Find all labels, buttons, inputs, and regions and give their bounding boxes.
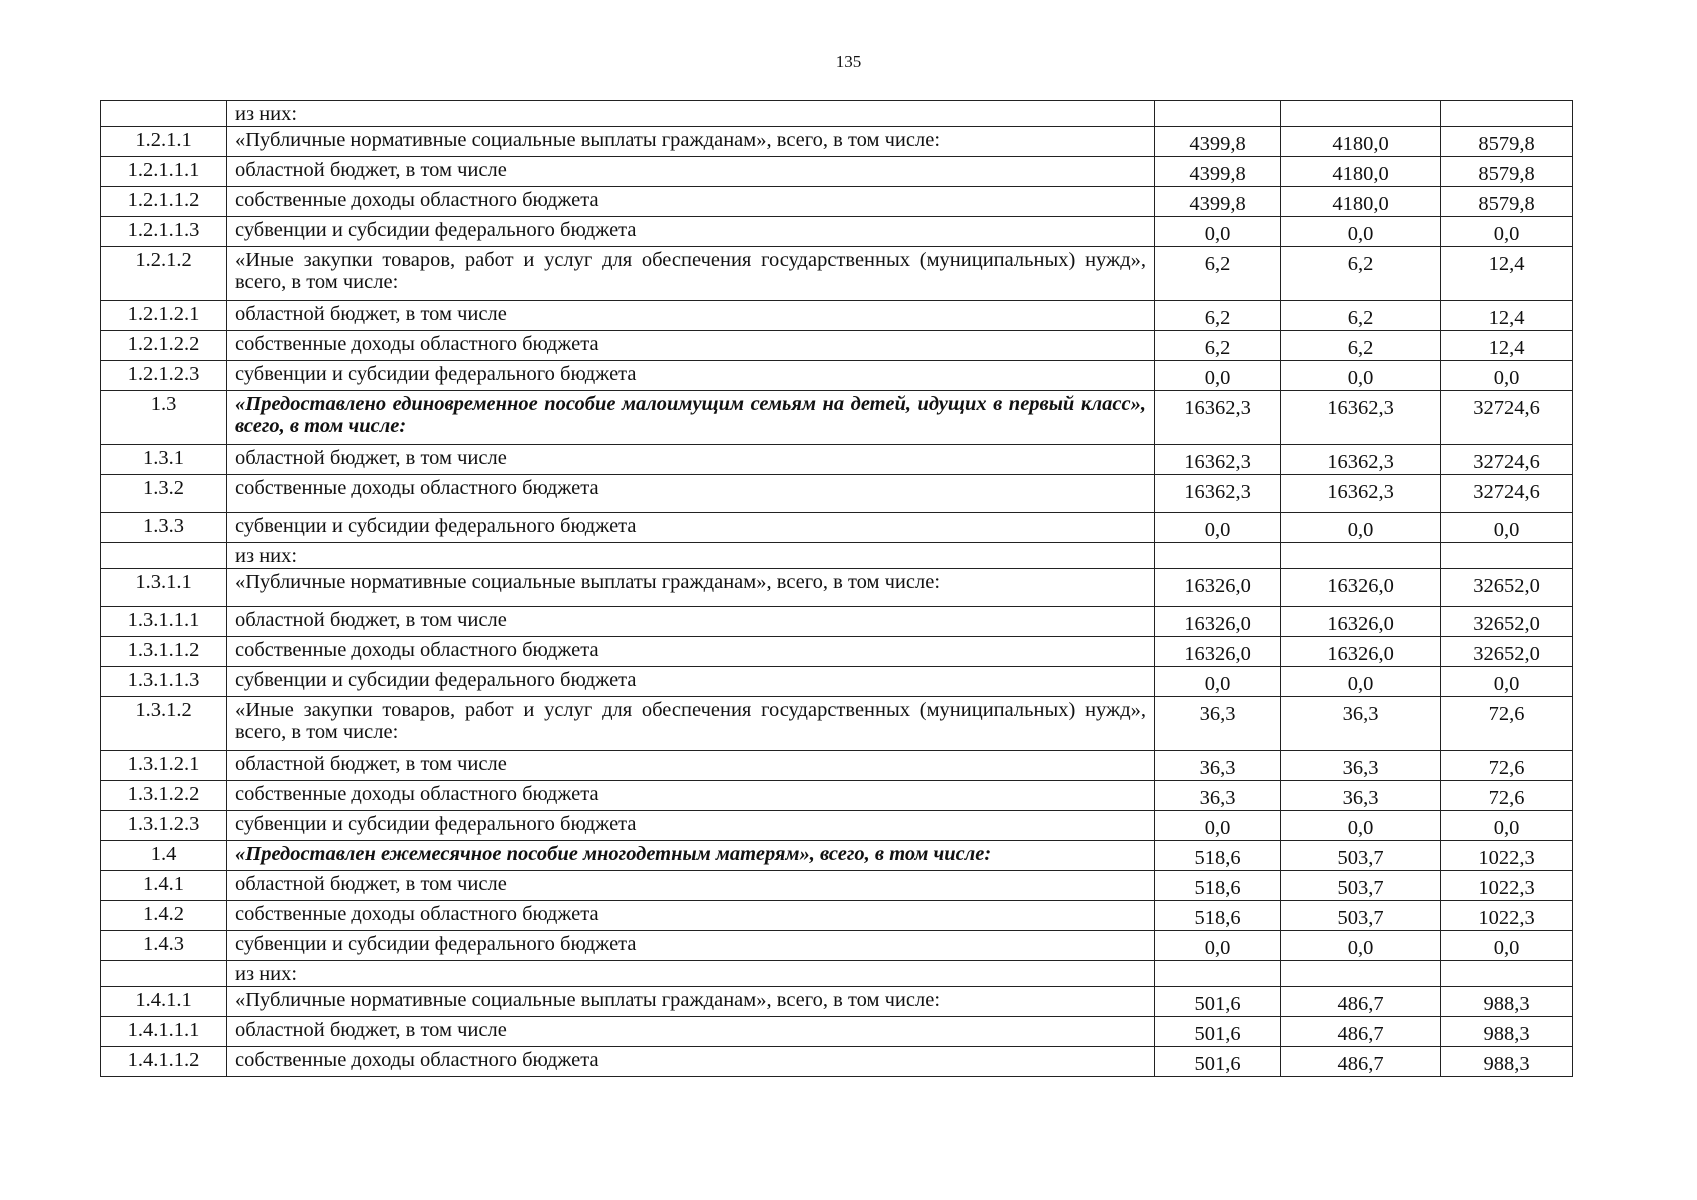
row-name: областной бюджет, в том числе [227, 301, 1155, 331]
row-name: областной бюджет, в том числе [227, 1017, 1155, 1047]
row-value-2: 0,0 [1281, 361, 1441, 391]
table-row [101, 301, 1573, 331]
row-value-3 [1441, 543, 1573, 569]
row-value-1: 6,2 [1155, 301, 1281, 331]
row-code: 1.3.1.2.2 [101, 781, 227, 811]
table-row [101, 1047, 1573, 1077]
row-value-3: 8579,8 [1441, 157, 1573, 187]
row-value-3: 0,0 [1441, 667, 1573, 697]
row-value-2: 486,7 [1281, 1017, 1441, 1047]
row-value-3: 12,4 [1441, 301, 1573, 331]
row-code: 1.4.3 [101, 931, 227, 961]
row-value-2: 16326,0 [1281, 637, 1441, 667]
row-value-3: 8579,8 [1441, 187, 1573, 217]
row-name: собственные доходы областного бюджета [227, 637, 1155, 667]
row-value-1: 518,6 [1155, 901, 1281, 931]
table-row [101, 751, 1573, 781]
row-value-1 [1155, 101, 1281, 127]
table-row [101, 247, 1573, 301]
row-code [101, 101, 227, 127]
row-name: субвенции и субсидии федерального бюджета [227, 361, 1155, 391]
row-name: «Предоставлено единовременное пособие малоимущим семьям на детей, идущих в первый класс», всего, в том числе: [227, 391, 1155, 445]
table-row [101, 157, 1573, 187]
row-value-2: 503,7 [1281, 871, 1441, 901]
table-row [101, 569, 1573, 607]
row-name: собственные доходы областного бюджета [227, 781, 1155, 811]
table-row [101, 361, 1573, 391]
row-value-2: 36,3 [1281, 781, 1441, 811]
row-value-3: 988,3 [1441, 987, 1573, 1017]
row-value-1: 0,0 [1155, 811, 1281, 841]
row-value-2: 503,7 [1281, 901, 1441, 931]
table-row [101, 667, 1573, 697]
row-value-3: 32724,6 [1441, 391, 1573, 445]
row-value-2: 4180,0 [1281, 127, 1441, 157]
row-name: из них: [227, 961, 1155, 987]
row-value-1: 16362,3 [1155, 445, 1281, 475]
row-value-3: 988,3 [1441, 1017, 1573, 1047]
table-row [101, 607, 1573, 637]
row-value-1: 16326,0 [1155, 637, 1281, 667]
row-value-2 [1281, 961, 1441, 987]
table-row [101, 781, 1573, 811]
row-name: «Предоставлен ежемесячное пособие многодетным матерям», всего, в том числе: [227, 841, 1155, 871]
row-value-1: 36,3 [1155, 781, 1281, 811]
page-number: 135 [835, 52, 862, 71]
row-value-3: 0,0 [1441, 217, 1573, 247]
row-value-2: 486,7 [1281, 1047, 1441, 1077]
row-code: 1.2.1.2 [101, 247, 227, 301]
row-code: 1.2.1.1.2 [101, 187, 227, 217]
row-value-2: 16362,3 [1281, 391, 1441, 445]
table-row [101, 475, 1573, 513]
table-row [101, 331, 1573, 361]
row-code: 1.4.1 [101, 871, 227, 901]
row-code: 1.4.2 [101, 901, 227, 931]
table-row [101, 841, 1573, 871]
table-row [101, 187, 1573, 217]
row-value-2: 0,0 [1281, 931, 1441, 961]
table-row [101, 871, 1573, 901]
row-value-1: 36,3 [1155, 751, 1281, 781]
table-row [101, 697, 1573, 751]
row-value-3: 72,6 [1441, 781, 1573, 811]
row-value-1: 4399,8 [1155, 187, 1281, 217]
row-value-2: 16362,3 [1281, 475, 1441, 513]
row-code: 1.2.1.1.1 [101, 157, 227, 187]
table-row [101, 445, 1573, 475]
row-code: 1.2.1.2.1 [101, 301, 227, 331]
table-row [101, 1017, 1573, 1047]
row-value-2: 0,0 [1281, 811, 1441, 841]
row-value-3: 0,0 [1441, 931, 1573, 961]
row-name: областной бюджет, в том числе [227, 607, 1155, 637]
row-code: 1.3.1.2.1 [101, 751, 227, 781]
row-name: областной бюджет, в том числе [227, 157, 1155, 187]
budget-table [100, 100, 1573, 1077]
row-value-3: 72,6 [1441, 751, 1573, 781]
row-name: собственные доходы областного бюджета [227, 901, 1155, 931]
row-value-3 [1441, 101, 1573, 127]
row-value-2 [1281, 101, 1441, 127]
row-name: областной бюджет, в том числе [227, 751, 1155, 781]
row-code: 1.4.1.1.1 [101, 1017, 227, 1047]
row-value-1: 501,6 [1155, 1017, 1281, 1047]
table-row [101, 811, 1573, 841]
row-value-3: 1022,3 [1441, 901, 1573, 931]
row-value-2: 0,0 [1281, 513, 1441, 543]
row-value-3: 32652,0 [1441, 607, 1573, 637]
row-code [101, 543, 227, 569]
row-value-2: 486,7 [1281, 987, 1441, 1017]
row-code: 1.3.1.1 [101, 569, 227, 607]
row-value-1: 16326,0 [1155, 569, 1281, 607]
row-value-2: 6,2 [1281, 331, 1441, 361]
row-code: 1.3.1.1.1 [101, 607, 227, 637]
table-row [101, 513, 1573, 543]
table-row [101, 543, 1573, 569]
row-value-2: 16326,0 [1281, 569, 1441, 607]
row-value-3: 32724,6 [1441, 445, 1573, 475]
row-code: 1.3.1.1.2 [101, 637, 227, 667]
row-name: субвенции и субсидии федерального бюджета [227, 931, 1155, 961]
row-value-1: 6,2 [1155, 247, 1281, 301]
row-name: субвенции и субсидии федерального бюджета [227, 811, 1155, 841]
row-value-1 [1155, 961, 1281, 987]
row-value-3: 32652,0 [1441, 637, 1573, 667]
row-value-2: 16362,3 [1281, 445, 1441, 475]
table-row [101, 217, 1573, 247]
row-value-2: 0,0 [1281, 217, 1441, 247]
row-name: собственные доходы областного бюджета [227, 475, 1155, 513]
row-value-2: 16326,0 [1281, 607, 1441, 637]
table-row [101, 391, 1573, 445]
row-code: 1.4 [101, 841, 227, 871]
row-value-1 [1155, 543, 1281, 569]
row-value-3: 12,4 [1441, 247, 1573, 301]
row-code: 1.4.1.1 [101, 987, 227, 1017]
row-value-1: 0,0 [1155, 931, 1281, 961]
row-value-3 [1441, 961, 1573, 987]
row-value-1: 4399,8 [1155, 157, 1281, 187]
row-value-2: 6,2 [1281, 247, 1441, 301]
row-value-3: 988,3 [1441, 1047, 1573, 1077]
row-code: 1.2.1.1 [101, 127, 227, 157]
row-code: 1.3.1.1.3 [101, 667, 227, 697]
row-value-1: 6,2 [1155, 331, 1281, 361]
row-value-1: 16326,0 [1155, 607, 1281, 637]
row-value-2: 36,3 [1281, 751, 1441, 781]
row-value-2 [1281, 543, 1441, 569]
row-value-1: 0,0 [1155, 217, 1281, 247]
table-row [101, 987, 1573, 1017]
table-row [101, 961, 1573, 987]
row-code: 1.2.1.2.2 [101, 331, 227, 361]
row-value-1: 16362,3 [1155, 391, 1281, 445]
row-code: 1.2.1.2.3 [101, 361, 227, 391]
row-name: собственные доходы областного бюджета [227, 187, 1155, 217]
table-body [101, 101, 1573, 1077]
row-value-1: 4399,8 [1155, 127, 1281, 157]
table-row [101, 637, 1573, 667]
row-name: «Публичные нормативные социальные выплаты гражданам», всего, в том числе: [227, 987, 1155, 1017]
row-value-1: 0,0 [1155, 361, 1281, 391]
row-value-1: 0,0 [1155, 667, 1281, 697]
row-code: 1.3 [101, 391, 227, 445]
row-name: «Публичные нормативные социальные выплаты гражданам», всего, в том числе: [227, 127, 1155, 157]
row-name: «Публичные нормативные социальные выплаты гражданам», всего, в том числе: [227, 569, 1155, 607]
row-name: «Иные закупки товаров, работ и услуг для обеспечения государственных (муниципальных) нужд», всего, в том числе: [227, 697, 1155, 751]
row-name: собственные доходы областного бюджета [227, 1047, 1155, 1077]
row-value-2: 4180,0 [1281, 187, 1441, 217]
row-name: субвенции и субсидии федерального бюджета [227, 667, 1155, 697]
table-row [101, 127, 1573, 157]
row-code: 1.3.1.2.3 [101, 811, 227, 841]
table-row [101, 901, 1573, 931]
row-value-2: 6,2 [1281, 301, 1441, 331]
row-code: 1.2.1.1.3 [101, 217, 227, 247]
row-value-2: 4180,0 [1281, 157, 1441, 187]
row-name: областной бюджет, в том числе [227, 871, 1155, 901]
row-value-3: 8579,8 [1441, 127, 1573, 157]
row-value-3: 0,0 [1441, 361, 1573, 391]
row-name: субвенции и субсидии федерального бюджета [227, 217, 1155, 247]
row-code: 1.3.3 [101, 513, 227, 543]
row-code [101, 961, 227, 987]
row-value-2: 0,0 [1281, 667, 1441, 697]
row-value-1: 16362,3 [1155, 475, 1281, 513]
row-value-3: 0,0 [1441, 811, 1573, 841]
row-value-3: 32724,6 [1441, 475, 1573, 513]
row-value-2: 503,7 [1281, 841, 1441, 871]
row-value-3: 0,0 [1441, 513, 1573, 543]
row-name: из них: [227, 101, 1155, 127]
row-code: 1.3.1.2 [101, 697, 227, 751]
row-value-3: 12,4 [1441, 331, 1573, 361]
table-row [101, 101, 1573, 127]
row-name: из них: [227, 543, 1155, 569]
row-value-3: 1022,3 [1441, 871, 1573, 901]
row-value-1: 518,6 [1155, 841, 1281, 871]
row-value-3: 32652,0 [1441, 569, 1573, 607]
row-name: областной бюджет, в том числе [227, 445, 1155, 475]
row-value-1: 36,3 [1155, 697, 1281, 751]
row-value-2: 36,3 [1281, 697, 1441, 751]
row-value-1: 518,6 [1155, 871, 1281, 901]
row-name: субвенции и субсидии федерального бюджета [227, 513, 1155, 543]
row-code: 1.4.1.1.2 [101, 1047, 227, 1077]
row-value-3: 72,6 [1441, 697, 1573, 751]
row-value-1: 501,6 [1155, 987, 1281, 1017]
row-value-3: 1022,3 [1441, 841, 1573, 871]
row-name: собственные доходы областного бюджета [227, 331, 1155, 361]
row-code: 1.3.2 [101, 475, 227, 513]
table-row [101, 931, 1573, 961]
row-value-1: 501,6 [1155, 1047, 1281, 1077]
row-name: «Иные закупки товаров, работ и услуг для обеспечения государственных (муниципальных) нужд», всего, в том числе: [227, 247, 1155, 301]
row-value-1: 0,0 [1155, 513, 1281, 543]
row-code: 1.3.1 [101, 445, 227, 475]
